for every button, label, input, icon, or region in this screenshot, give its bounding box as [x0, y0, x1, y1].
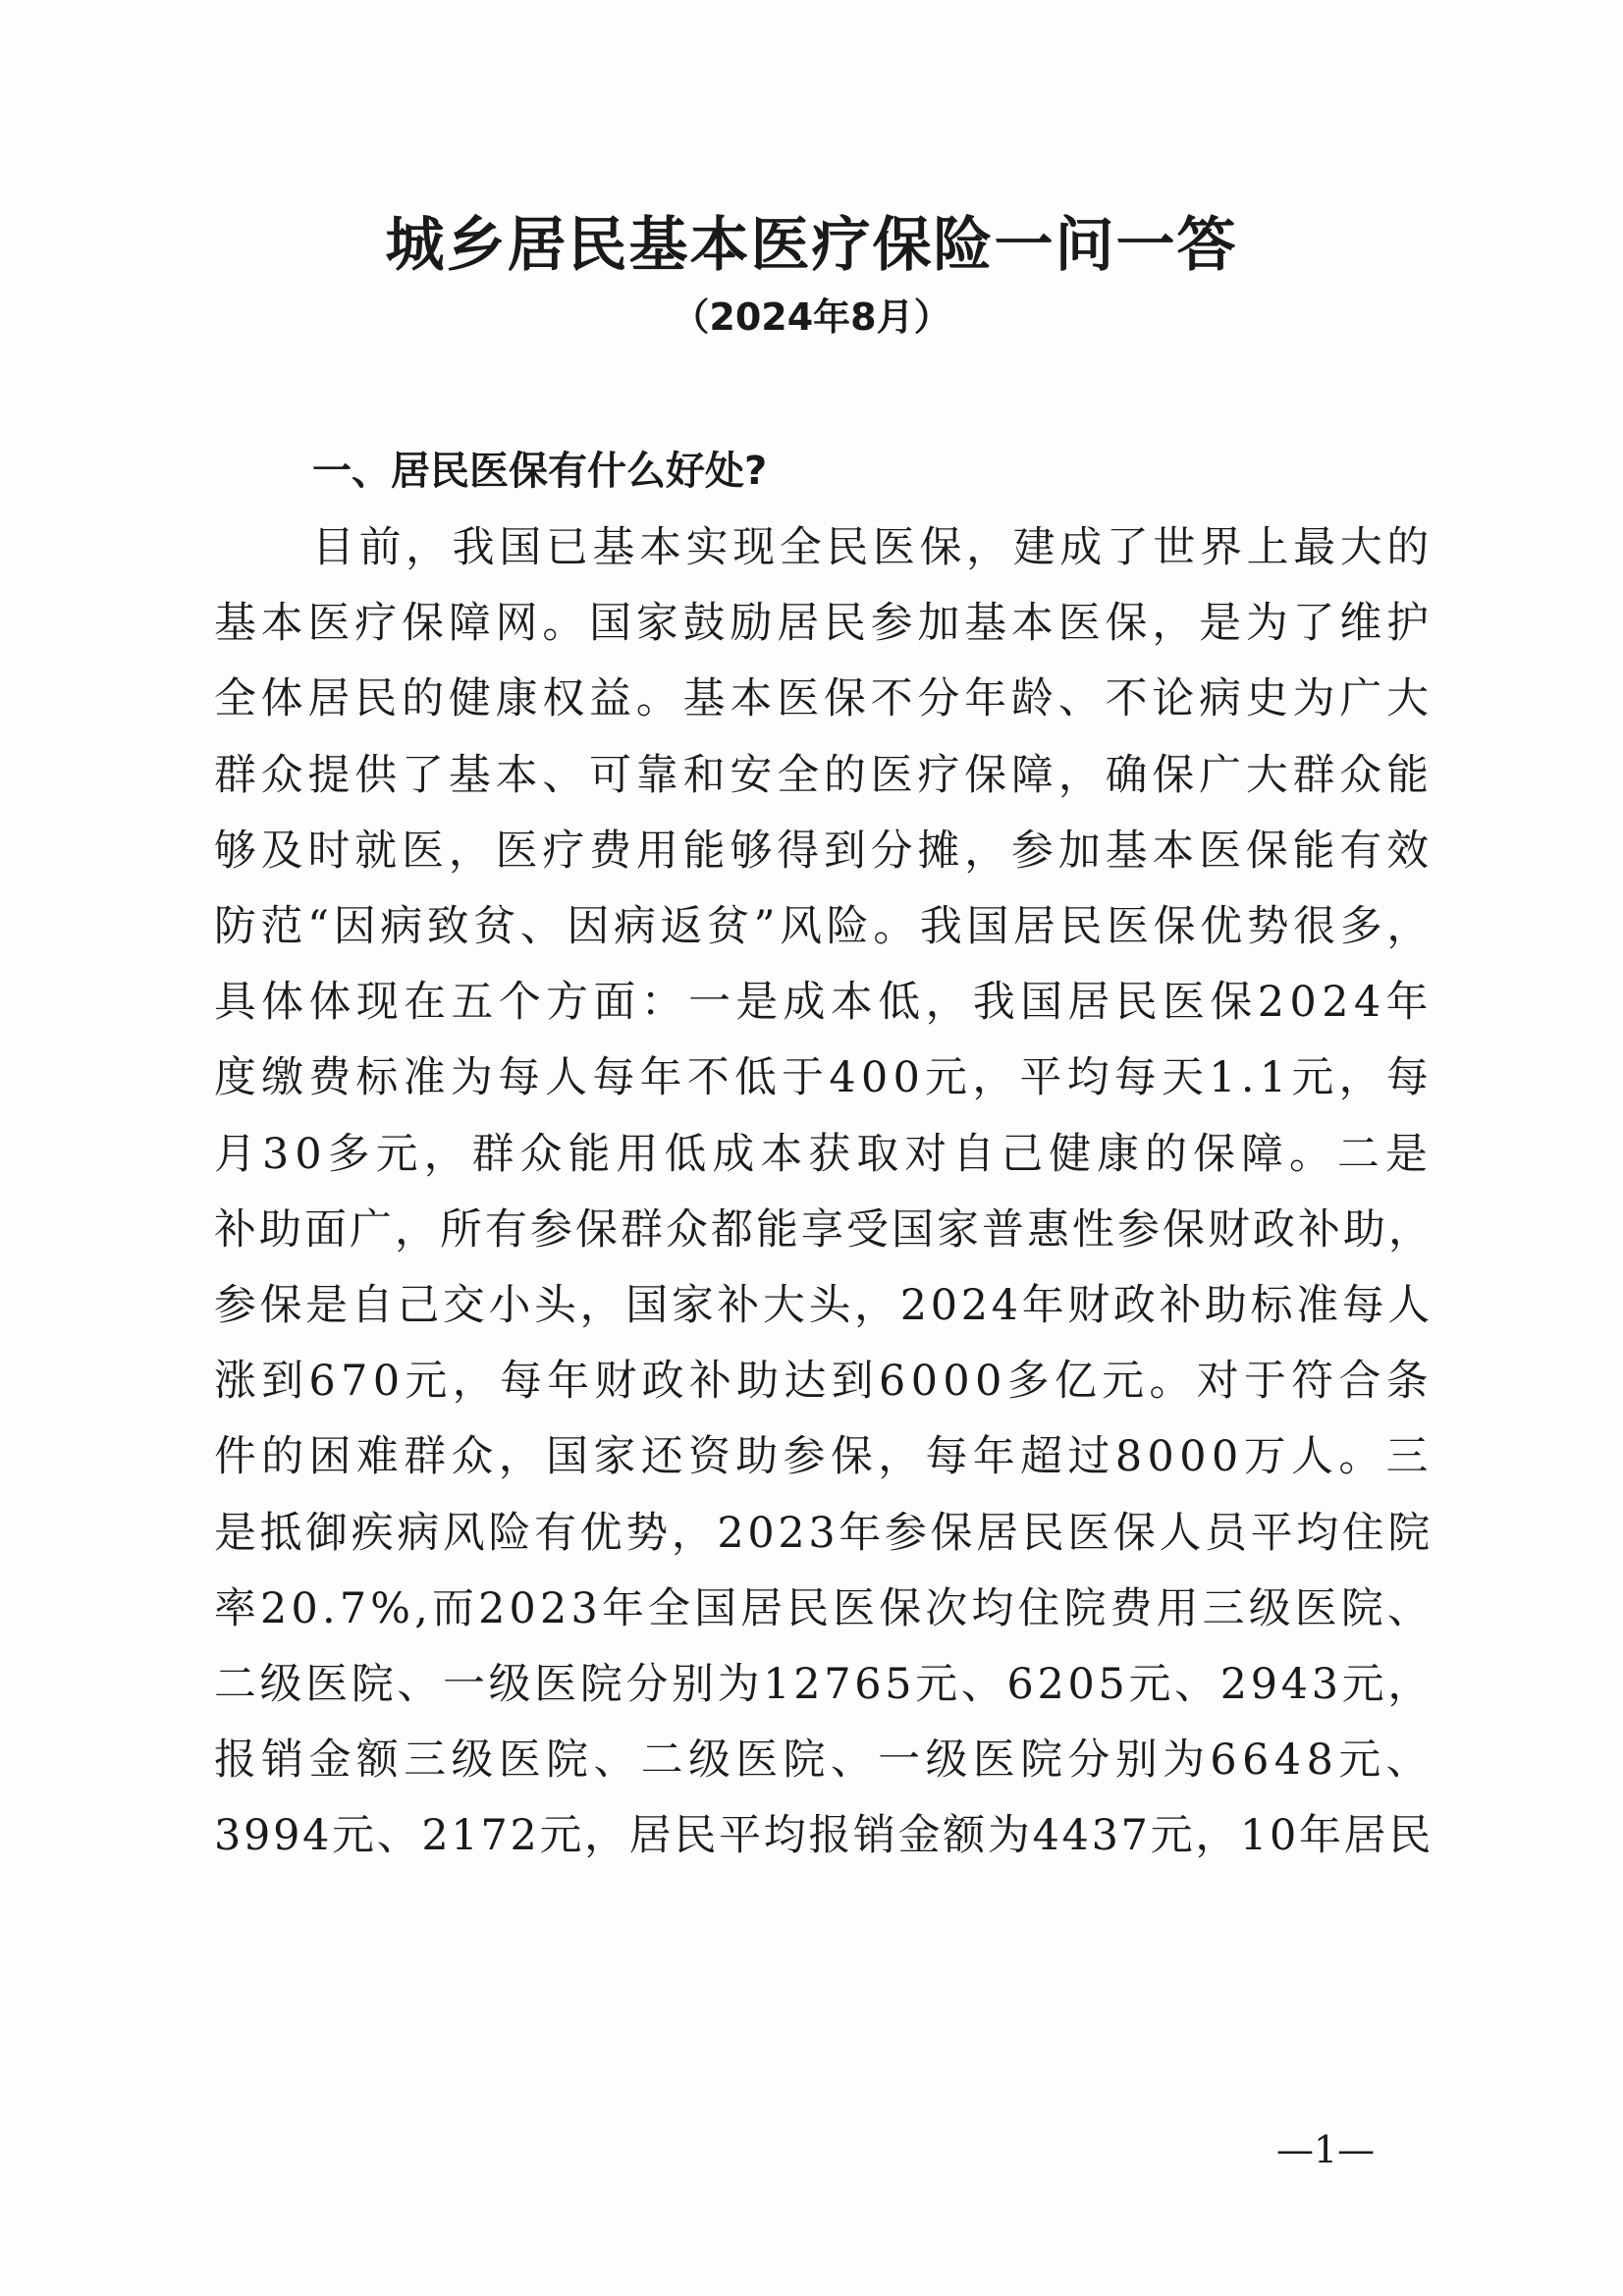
paragraph-line: [214, 1579, 1437, 1638]
paragraph-line: [214, 669, 1438, 728]
paragraph-line-text: 目前，我国已基本实现全民医保，建成了世界上最大的: [312, 523, 1434, 572]
paragraph-line: [214, 1427, 1438, 1486]
paragraph-line-text: 是抵御疾病风险有优势，2023年参保居民医保人员平均住院: [214, 1509, 1434, 1558]
paragraph-line-text: 涨到670元，每年财政补助达到6000多亿元。对于符合条: [214, 1357, 1434, 1406]
paragraph-line: [214, 1125, 1439, 1184]
document-date: （2024年8月）: [672, 295, 951, 339]
paragraph-line-text: 二级医院、一级医院分别为12765元、6205元、2943元，: [214, 1660, 1434, 1709]
paragraph-line-text: 率20.7%,而2023年全国居民医保次均住院费用三级医院、: [214, 1584, 1434, 1633]
paragraph-line: [214, 746, 1438, 805]
paragraph-line-text: 基本医疗保障网。国家鼓励居民参加基本医保，是为了维护: [214, 599, 1434, 648]
paragraph-line: [214, 973, 1438, 1032]
paragraph-line-text: 够及时就医，医疗费用能够得到分摊，参加基本医保能有效: [214, 827, 1434, 876]
paragraph-line: [214, 897, 1438, 956]
paragraph-line-text: 防范“因病致贫、因病返贫”风险。我国居民医保优势很多，: [214, 902, 1434, 951]
paragraph-line: [214, 1655, 1437, 1714]
paragraph-line-text: 群众提供了基本、可靠和安全的医疗保障，确保广大群众能: [214, 751, 1434, 800]
paragraph-line-text: 补助面广，所有参保群众都能享受国家普惠性参保财政补助，: [214, 1205, 1434, 1255]
paragraph-line: [214, 594, 1438, 653]
paragraph-line: [214, 1731, 1438, 1789]
paragraph-line: [214, 1048, 1438, 1107]
paragraph-line-text: 全体居民的健康权益。基本医保不分年龄、不论病史为广大: [214, 674, 1434, 723]
paragraph-line-text: 报销金额三级医院、二级医院、一级医院分别为6648元、: [214, 1735, 1434, 1785]
paragraph-line: [214, 1352, 1438, 1411]
paragraph-line-text: 3994元、2172元，居民平均报销金额为4437元，10年居民: [214, 1811, 1434, 1860]
paragraph-line: [214, 1276, 1437, 1335]
page-number: —1—: [1276, 2128, 1376, 2171]
paragraph-line-text: 月30多元，群众能用低成本获取对自己健康的保障。二是: [214, 1130, 1434, 1179]
paragraph-line-text: 度缴费标准为每人每年不低于400元，平均每天1.1元，每: [214, 1053, 1434, 1102]
paragraph-line-text: 具体体现在五个方面：一是成本低，我国居民医保2024年: [214, 978, 1434, 1027]
paragraph-line: [214, 1504, 1437, 1563]
paragraph-line: [214, 1201, 1436, 1259]
paragraph-line: [214, 1806, 1436, 1865]
paragraph-line: [214, 822, 1438, 881]
paragraph-line-text: 参保是自己交小头，国家补大头，2024年财政补助标准每人: [214, 1281, 1434, 1330]
paragraph-line: [312, 518, 1438, 577]
section-heading: 一、居民医保有什么好处?: [312, 449, 768, 494]
document-title: 城乡居民基本医疗保险一问一答: [385, 211, 1238, 280]
paragraph-line-text: 件的困难群众，国家还资助参保，每年超过8000万人。三: [214, 1432, 1434, 1481]
